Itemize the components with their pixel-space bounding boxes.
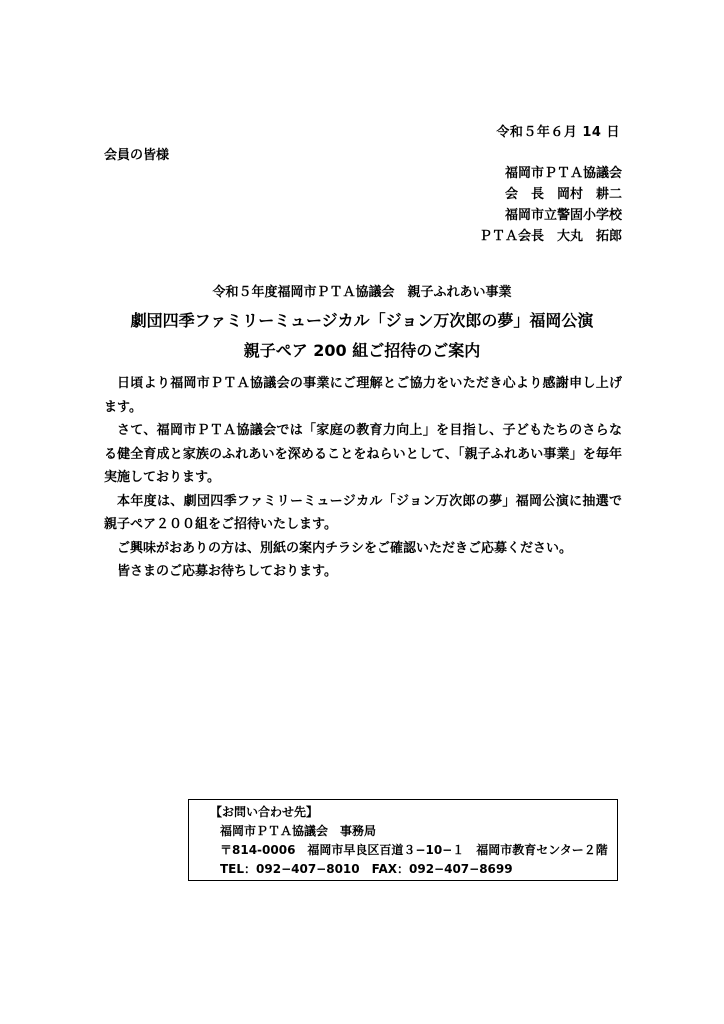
letter-body <box>104 372 622 584</box>
event-subtitle: 令和５年度福岡市ＰＴＡ協議会 親子ふれあい事業 <box>212 285 512 300</box>
sender-school: 福岡市立警固小学校 <box>504 208 622 223</box>
contact-address: 〒814-0006 福岡市早良区百道３−10−１ 福岡市教育センター２階 <box>220 843 608 857</box>
document-title-line2: 親子ペア 200 組ご招待のご案内 <box>243 341 481 360</box>
recipient-line: 会員の皆様 <box>104 148 170 163</box>
heading-block <box>0 284 724 364</box>
body-paragraph-closing: 皆さまのご応募お待ちしております。 <box>117 564 337 579</box>
document-title: 劇団四季ファミリーミュージカル「ジョン万次郎の夢」福岡公演 <box>130 311 594 330</box>
contact-heading: 【お問い合わせ先】 <box>210 805 319 819</box>
sender-school-pta-president: ＰＴＡ会長 大丸 拓郎 <box>478 229 622 244</box>
sender-block <box>479 163 622 247</box>
sender-president: 会 長 岡村 耕二 <box>504 187 622 202</box>
body-paragraph-greeting: 日頃より福岡市ＰＴＡ協議会の事業にご理解とご協力をいただき心より感謝申し上げます。 <box>104 376 622 415</box>
contact-phone-fax: TEL：092−407−8010 FAX：092−407−8699 <box>220 862 513 876</box>
contact-box <box>188 799 618 881</box>
letter-date: 令和５年６月 14 日 <box>496 125 620 140</box>
body-paragraph-invitation: 本年度は、劇団四季ファミリーミュージカル「ジョン万次郎の夢」福岡公演に抽選で親子ペア２００組をご招待いたします。 <box>104 493 622 532</box>
sender-organization: 福岡市ＰＴＡ協議会 <box>504 166 622 181</box>
body-paragraph-purpose: さて、福岡市ＰＴＡ協議会では「家庭の教育力向上」を目指し、子どもたちのさらなる健全育成と家族のふれあいを深めることをねらいとして、「親子ふれあい事業」を毎年実施しております。 <box>104 423 622 485</box>
body-paragraph-apply: ご興味がおありの方は、別紙の案内チラシをご確認いただきご応募ください。 <box>117 540 573 556</box>
contact-organization: 福岡市ＰＴＡ協議会 事務局 <box>220 824 377 838</box>
